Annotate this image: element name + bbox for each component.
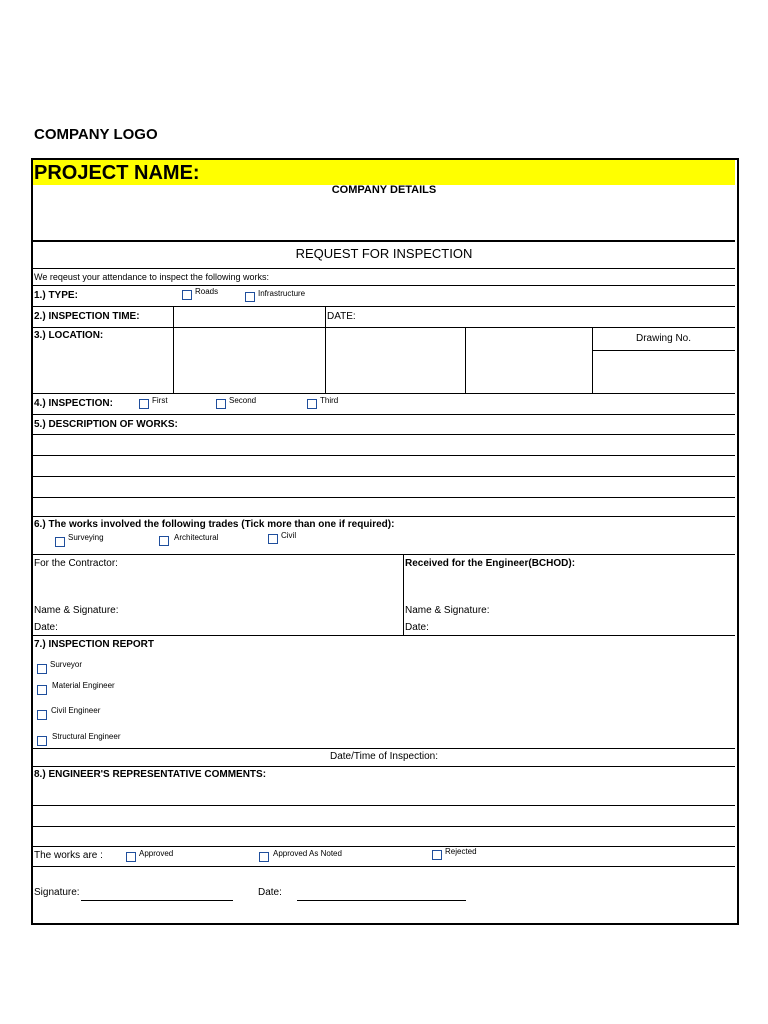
architectural-checkbox[interactable] [159, 536, 169, 546]
comments-label: 8.) ENGINEER'S REPRESENTATIVE COMMENTS: [34, 769, 267, 780]
contractor-name-signature-label: Name & Signature: [34, 605, 119, 616]
divider [33, 766, 735, 767]
material-engineer-checkbox[interactable] [37, 685, 47, 695]
contractor-date-label: Date: [34, 622, 58, 633]
civil-checkbox[interactable] [268, 534, 278, 544]
works-are-label: The works are : [34, 850, 103, 861]
description-label: 5.) DESCRIPTION OF WORKS: [34, 419, 178, 430]
civil-engineer-option-label: Civil Engineer [51, 706, 101, 715]
footer-date-label: Date: [258, 887, 282, 898]
architectural-option-label: Architectural [174, 533, 219, 542]
approved-as-noted-checkbox[interactable] [259, 852, 269, 862]
signature-line[interactable] [81, 900, 233, 901]
second-checkbox[interactable] [216, 399, 226, 409]
datetime-of-inspection-label: Date/Time of Inspection: [329, 751, 438, 762]
date-line[interactable] [297, 900, 466, 901]
approved-as-noted-option-label: Approved As Noted [273, 849, 342, 858]
divider [33, 866, 735, 867]
divider [33, 846, 735, 847]
divider [33, 414, 735, 415]
material-engineer-option-label: Material Engineer [52, 681, 115, 690]
divider [33, 554, 735, 555]
divider [592, 350, 735, 351]
third-option-label: Third [320, 396, 339, 405]
civil-option-label: Civil [281, 531, 297, 540]
divider [33, 805, 735, 806]
column-divider [173, 306, 174, 393]
divider [33, 748, 735, 749]
divider [33, 455, 735, 456]
location-label: 3.) LOCATION: [34, 330, 104, 341]
second-option-label: Second [229, 396, 257, 405]
divider [33, 434, 735, 435]
divider [33, 476, 735, 477]
approved-option-label: Approved [139, 849, 174, 858]
surveying-option-label: Surveying [68, 533, 104, 542]
divider [33, 826, 735, 827]
type-label: 1.) TYPE: [34, 290, 78, 301]
first-checkbox[interactable] [139, 399, 149, 409]
divider [33, 240, 735, 242]
inspection-report-label: 7.) INSPECTION REPORT [34, 639, 155, 650]
divider [33, 635, 735, 636]
company-details: COMPANY DETAILS [331, 184, 437, 196]
intro-text: We reqeust your attendance to inspect the following works: [34, 272, 269, 282]
divider [33, 393, 735, 394]
inspection-time-label: 2.) INSPECTION TIME: [34, 311, 140, 322]
structural-engineer-checkbox[interactable] [37, 736, 47, 746]
approved-checkbox[interactable] [126, 852, 136, 862]
project-name-label: PROJECT NAME: [34, 162, 200, 184]
roads-option-label: Roads [195, 287, 219, 296]
engineer-date-label: Date: [405, 622, 429, 633]
surveyor-option-label: Surveyor [50, 660, 83, 669]
divider [33, 285, 735, 286]
first-option-label: First [152, 396, 168, 405]
column-divider [465, 327, 466, 393]
divider [33, 268, 735, 269]
divider [33, 306, 735, 307]
company-logo-text: COMPANY LOGO [34, 126, 158, 143]
surveying-checkbox[interactable] [55, 537, 65, 547]
infrastructure-checkbox[interactable] [245, 292, 255, 302]
column-divider [325, 306, 326, 393]
civil-engineer-checkbox[interactable] [37, 710, 47, 720]
column-divider [403, 554, 404, 635]
infrastructure-option-label: Infrastructure [258, 289, 306, 298]
rejected-checkbox[interactable] [432, 850, 442, 860]
rejected-option-label: Rejected [445, 847, 477, 856]
structural-engineer-option-label: Structural Engineer [52, 732, 121, 741]
divider [33, 516, 735, 517]
third-checkbox[interactable] [307, 399, 317, 409]
engineer-name-signature-label: Name & Signature: [405, 605, 490, 616]
drawing-number-label: Drawing No. [635, 333, 692, 344]
roads-checkbox[interactable] [182, 290, 192, 300]
inspection-label: 4.) INSPECTION: [34, 398, 113, 409]
signature-label: Signature: [34, 887, 80, 898]
trades-label: 6.) The works involved the following trades (Tick more than one if required): [34, 519, 395, 530]
contractor-label: For the Contractor: [34, 558, 118, 569]
date-label: DATE: [327, 311, 356, 322]
surveyor-checkbox[interactable] [37, 664, 47, 674]
form-title: REQUEST FOR INSPECTION [295, 246, 473, 261]
engineer-label: Received for the Engineer(BCHOD): [405, 558, 576, 569]
divider [33, 327, 735, 328]
divider [33, 497, 735, 498]
